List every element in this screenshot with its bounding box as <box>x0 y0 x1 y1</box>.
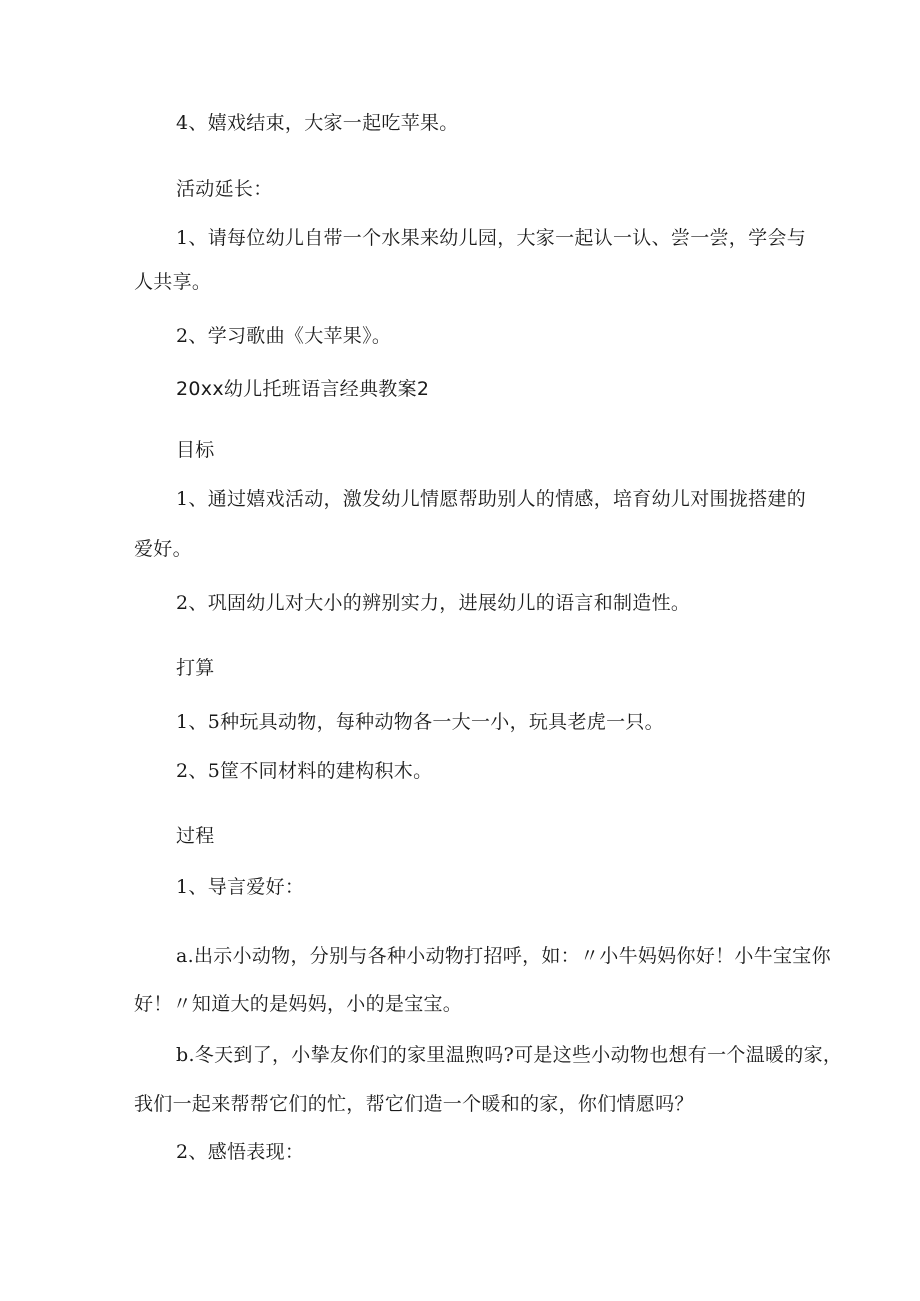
paragraph-goal-2: 2、巩固幼儿对大小的辨别实力，进展幼儿的语言和制造性。 <box>176 592 691 614</box>
section-heading-goals: 目标 <box>176 439 215 461</box>
paragraph-process-a-cont: 好！〃知道大的是妈妈，小的是宝宝。 <box>134 993 463 1015</box>
paragraph-extension-1-cont: 人共享。 <box>134 271 212 293</box>
paragraph-plan-1: 1、5种玩具动物，每种动物各一大一小，玩具老虎一只。 <box>176 711 664 733</box>
lesson-title: 20xx幼儿托班语言经典教案2 <box>176 378 430 400</box>
paragraph-process-1: 1、导言爱好： <box>176 876 305 898</box>
section-heading-extension: 活动延长： <box>176 178 273 200</box>
paragraph-plan-2: 2、5筐不同材料的建构积木。 <box>176 760 433 782</box>
paragraph-process-b-cont: 我们一起来帮帮它们的忙，帮它们造一个暖和的家，你们情愿吗？ <box>134 1093 694 1115</box>
paragraph-game-end: 4、嬉戏结束，大家一起吃苹果。 <box>176 112 459 134</box>
paragraph-extension-2: 2、学习歌曲《大苹果》。 <box>176 325 392 347</box>
paragraph-process-a: a.出示小动物，分别与各种小动物打招呼，如：〃小牛妈妈你好！小牛宝宝你 <box>176 945 831 967</box>
paragraph-goal-1-cont: 爱好。 <box>134 538 192 560</box>
paragraph-extension-1: 1、请每位幼儿自带一个水果来幼儿园，大家一起认一认、尝一尝，学会与 <box>176 227 806 249</box>
section-heading-plan: 打算 <box>176 657 215 679</box>
section-heading-process: 过程 <box>176 825 215 847</box>
paragraph-process-b: b.冬天到了，小挚友你们的家里温煦吗?可是这些小动物也想有一个温暖的家， <box>176 1044 843 1066</box>
paragraph-goal-1: 1、通过嬉戏活动，激发幼儿情愿帮助别人的情感，培育幼儿对围拢搭建的 <box>176 488 806 510</box>
paragraph-process-2: 2、感悟表现： <box>176 1141 305 1163</box>
